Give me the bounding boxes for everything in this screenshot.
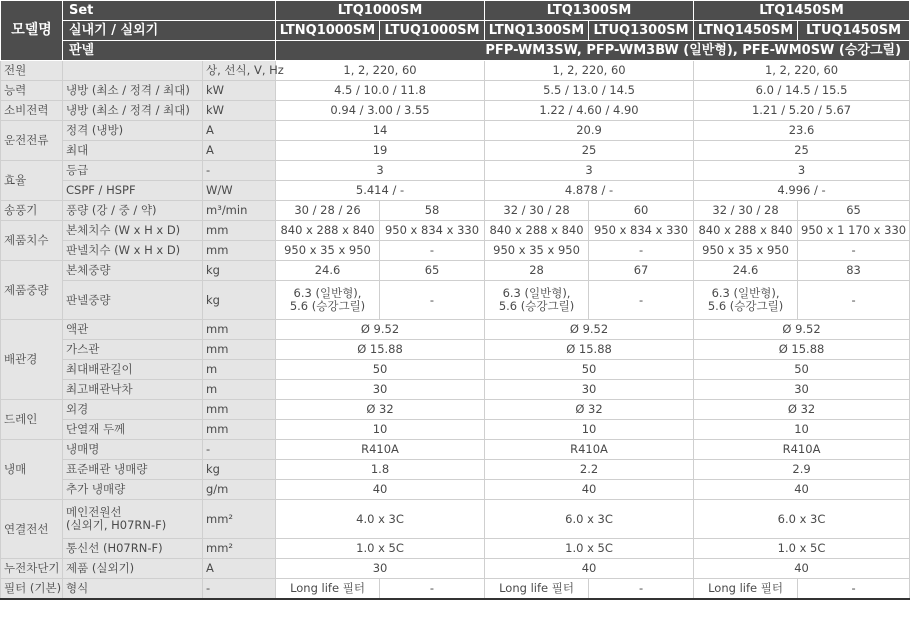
- cell-value: 30: [694, 380, 910, 400]
- row-item: 정격 (냉방): [63, 121, 203, 141]
- row-unit: mm: [203, 320, 276, 340]
- cell-value: 3: [694, 161, 910, 181]
- table-row-piping-maxdrop: [1, 380, 910, 400]
- cell-value: 19: [276, 141, 485, 161]
- cell-value: 32 / 30 / 28: [485, 201, 589, 221]
- table-row-power: [1, 61, 910, 81]
- table-row-dimension-panel: [1, 241, 910, 261]
- cell-value: 950 x 35 x 950: [694, 241, 798, 261]
- row-item: [63, 61, 203, 81]
- table-row-drain-outer: [1, 400, 910, 420]
- row-category: 제품치수: [1, 221, 63, 261]
- row-item: 표준배관 냉매량: [63, 460, 203, 480]
- cell-value: 840 x 288 x 840: [276, 221, 380, 241]
- cell-value: 5.5 / 13.0 / 14.5: [485, 81, 694, 101]
- cell-value: 4.996 / -: [694, 181, 910, 201]
- table-row-piping-maxlen: [1, 360, 910, 380]
- row-unit: kg: [203, 460, 276, 480]
- cell-value: 1.0 x 5C: [694, 539, 910, 559]
- row-category: 제품중량: [1, 261, 63, 320]
- cell-value: 58: [380, 201, 485, 221]
- table-row-weight-body: [1, 261, 910, 281]
- row-unit: mm: [203, 241, 276, 261]
- row-unit: A: [203, 141, 276, 161]
- table-row-airflow: [1, 201, 910, 221]
- table-row-efficiency-cspf: [1, 181, 910, 201]
- row-unit: mm²: [203, 539, 276, 559]
- row-unit: mm: [203, 221, 276, 241]
- cell-value: -: [798, 579, 910, 600]
- cell-value: 65: [798, 201, 910, 221]
- row-item: 외경: [63, 400, 203, 420]
- cell-value: 50: [485, 360, 694, 380]
- table-row-refrigerant-name: [1, 440, 910, 460]
- row-unit: mm: [203, 400, 276, 420]
- cell-value: 30: [276, 559, 485, 579]
- cell-value: -: [589, 281, 694, 320]
- cell-value: 32 / 30 / 28: [694, 201, 798, 221]
- cell-value: 6.3 (일반형), 5.6 (승강그릴): [694, 281, 798, 320]
- cell-value: 950 x 35 x 950: [485, 241, 589, 261]
- cell-value: 25: [485, 141, 694, 161]
- row-item: 추가 냉매량: [63, 480, 203, 500]
- cell-value: 28: [485, 261, 589, 281]
- cell-value: 6.0 x 3C: [694, 500, 910, 539]
- row-unit: kW: [203, 81, 276, 101]
- row-category: 필터 (기본): [1, 579, 63, 600]
- row-item: 통신선 (H07RN-F): [63, 539, 203, 559]
- row-item: 냉방 (최소 / 정격 / 최대): [63, 81, 203, 101]
- set-name-2: LTQ1300SM: [485, 1, 694, 21]
- row-item: 가스관: [63, 340, 203, 360]
- cell-value: 1.21 / 5.20 / 5.67: [694, 101, 910, 121]
- row-item: 판넬치수 (W x H x D): [63, 241, 203, 261]
- cell-value: 1.8: [276, 460, 485, 480]
- cell-value: Ø 32: [694, 400, 910, 420]
- cell-value: 1, 2, 220, 60: [485, 61, 694, 81]
- row-unit: -: [203, 161, 276, 181]
- cell-value: 6.0 x 3C: [485, 500, 694, 539]
- cell-value: 5.414 / -: [276, 181, 485, 201]
- cell-value: Ø 15.88: [276, 340, 485, 360]
- cell-value: 950 x 834 x 330: [380, 221, 485, 241]
- cell-value: 4.0 x 3C: [276, 500, 485, 539]
- table-row-refrigerant-std: [1, 460, 910, 480]
- row-unit: kW: [203, 101, 276, 121]
- cell-value: 4.5 / 10.0 / 11.8: [276, 81, 485, 101]
- panel-models: PFP-WM3SW, PFP-WM3BW (일반형), PFE-WM0SW (승강그릴): [276, 41, 910, 61]
- cell-value: Ø 9.52: [276, 320, 485, 340]
- row-category: 능력: [1, 81, 63, 101]
- row-unit: mm: [203, 420, 276, 440]
- table-row-breaker: [1, 559, 910, 579]
- cell-value: 30 / 28 / 26: [276, 201, 380, 221]
- row-item: 액관: [63, 320, 203, 340]
- row-item: 본체중량: [63, 261, 203, 281]
- row-item: 풍량 (강 / 중 / 약): [63, 201, 203, 221]
- table-row-refrigerant-add: [1, 480, 910, 500]
- table-row-filter: [1, 579, 910, 600]
- cell-value: 24.6: [694, 261, 798, 281]
- cell-value: 840 x 288 x 840: [485, 221, 589, 241]
- cell-value: R410A: [276, 440, 485, 460]
- table-row-capacity: [1, 81, 910, 101]
- row-item: 판넬중량: [63, 281, 203, 320]
- row-unit: -: [203, 579, 276, 600]
- unit-name: LTNQ1000SM: [276, 21, 380, 41]
- cell-value: Ø 9.52: [485, 320, 694, 340]
- cell-value: 10: [485, 420, 694, 440]
- cell-value: 1, 2, 220, 60: [276, 61, 485, 81]
- unit-name: LTNQ1300SM: [485, 21, 589, 41]
- unit-name: LTNQ1450SM: [694, 21, 798, 41]
- cell-value: 40: [485, 480, 694, 500]
- table-row-wiring-comm: [1, 539, 910, 559]
- cell-value: Ø 32: [276, 400, 485, 420]
- row-unit: m: [203, 360, 276, 380]
- table-row-weight-panel: [1, 281, 910, 320]
- row-unit: kg: [203, 261, 276, 281]
- cell-value: -: [798, 241, 910, 261]
- cell-value: 4.878 / -: [485, 181, 694, 201]
- header-row-units: [1, 21, 910, 41]
- cell-value: Ø 9.52: [694, 320, 910, 340]
- cell-value: R410A: [485, 440, 694, 460]
- row-unit: m: [203, 380, 276, 400]
- table-row-piping-gas: [1, 340, 910, 360]
- cell-value: 14: [276, 121, 485, 141]
- row-unit: kg: [203, 281, 276, 320]
- row-category: 운전전류: [1, 121, 63, 161]
- row-category: 냉매: [1, 440, 63, 500]
- table-row-drain-insulation: [1, 420, 910, 440]
- panel-label: 판넬: [63, 41, 276, 61]
- unit-label: 실내기 / 실외기: [63, 21, 276, 41]
- table-row-wiring-main: [1, 500, 910, 539]
- table-row-current-max: [1, 141, 910, 161]
- row-unit: W/W: [203, 181, 276, 201]
- cell-value: 2.9: [694, 460, 910, 480]
- row-category: 효율: [1, 161, 63, 201]
- set-label: Set: [63, 1, 276, 21]
- row-unit: m³/min: [203, 201, 276, 221]
- row-category: 배관경: [1, 320, 63, 400]
- unit-name: LTUQ1000SM: [380, 21, 485, 41]
- row-item: 최고배관낙차: [63, 380, 203, 400]
- set-name-3: LTQ1450SM: [694, 1, 910, 21]
- cell-value: -: [380, 281, 485, 320]
- cell-value: -: [589, 241, 694, 261]
- row-category: 드레인: [1, 400, 63, 440]
- cell-value: 6.0 / 14.5 / 15.5: [694, 81, 910, 101]
- cell-value: 950 x 1 170 x 330: [798, 221, 910, 241]
- cell-value: 30: [485, 380, 694, 400]
- cell-value: 50: [694, 360, 910, 380]
- cell-value: 24.6: [276, 261, 380, 281]
- row-unit: mm²: [203, 500, 276, 539]
- row-unit: mm: [203, 340, 276, 360]
- row-unit: g/m: [203, 480, 276, 500]
- cell-value: 950 x 35 x 950: [276, 241, 380, 261]
- row-item: 냉매명: [63, 440, 203, 460]
- cell-value: 67: [589, 261, 694, 281]
- cell-value: 83: [798, 261, 910, 281]
- cell-value: Long life 필터: [485, 579, 589, 600]
- cell-value: -: [380, 241, 485, 261]
- row-unit: A: [203, 121, 276, 141]
- model-label: 모델명: [1, 1, 63, 61]
- cell-value: Ø 32: [485, 400, 694, 420]
- cell-value: 40: [276, 480, 485, 500]
- cell-value: 0.94 / 3.00 / 3.55: [276, 101, 485, 121]
- cell-value: 3: [485, 161, 694, 181]
- row-category: 전원: [1, 61, 63, 81]
- row-item: 단열재 두께: [63, 420, 203, 440]
- cell-value: Long life 필터: [276, 579, 380, 600]
- table-row-dimension-body: [1, 221, 910, 241]
- cell-value: 20.9: [485, 121, 694, 141]
- unit-name: LTUQ1450SM: [798, 21, 910, 41]
- row-item: CSPF / HSPF: [63, 181, 203, 201]
- cell-value: 1.22 / 4.60 / 4.90: [485, 101, 694, 121]
- cell-value: 10: [694, 420, 910, 440]
- cell-value: 6.3 (일반형), 5.6 (승강그릴): [485, 281, 589, 320]
- row-category: 소비전력: [1, 101, 63, 121]
- cell-value: 6.3 (일반형), 5.6 (승강그릴): [276, 281, 380, 320]
- row-item: 본체치수 (W x H x D): [63, 221, 203, 241]
- row-item: 메인전원선 (실외기, H07RN-F): [63, 500, 203, 539]
- cell-value: 25: [694, 141, 910, 161]
- cell-value: R410A: [694, 440, 910, 460]
- row-unit: 상, 선식, V, Hz: [203, 61, 276, 81]
- row-unit: -: [203, 440, 276, 460]
- cell-value: 30: [276, 380, 485, 400]
- cell-value: -: [798, 281, 910, 320]
- cell-value: 10: [276, 420, 485, 440]
- row-unit: A: [203, 559, 276, 579]
- cell-value: Long life 필터: [694, 579, 798, 600]
- row-item: 등급: [63, 161, 203, 181]
- cell-value: 65: [380, 261, 485, 281]
- cell-value: 40: [694, 480, 910, 500]
- row-item: 최대배관길이: [63, 360, 203, 380]
- header-row-set: [1, 1, 910, 21]
- cell-value: Ø 15.88: [485, 340, 694, 360]
- cell-value: 950 x 834 x 330: [589, 221, 694, 241]
- set-name-1: LTQ1000SM: [276, 1, 485, 21]
- header-row-panel: [1, 41, 910, 61]
- table-row-piping-liquid: [1, 320, 910, 340]
- cell-value: 1.0 x 5C: [485, 539, 694, 559]
- unit-name: LTUQ1300SM: [589, 21, 694, 41]
- cell-value: -: [380, 579, 485, 600]
- row-item: 형식: [63, 579, 203, 600]
- cell-value: 1.0 x 5C: [276, 539, 485, 559]
- cell-value: 40: [485, 559, 694, 579]
- row-item: 냉방 (최소 / 정격 / 최대): [63, 101, 203, 121]
- cell-value: 60: [589, 201, 694, 221]
- row-category: 연결전선: [1, 500, 63, 559]
- cell-value: 3: [276, 161, 485, 181]
- row-category: 누전차단기: [1, 559, 63, 579]
- cell-value: 1, 2, 220, 60: [694, 61, 910, 81]
- cell-value: 40: [694, 559, 910, 579]
- cell-value: 840 x 288 x 840: [694, 221, 798, 241]
- table-row-efficiency-grade: [1, 161, 910, 181]
- cell-value: Ø 15.88: [694, 340, 910, 360]
- row-item: 최대: [63, 141, 203, 161]
- table-row-current-rated: [1, 121, 910, 141]
- cell-value: 2.2: [485, 460, 694, 480]
- row-category: 송풍기: [1, 201, 63, 221]
- table-row-consumption: [1, 101, 910, 121]
- row-item: 제품 (실외기): [63, 559, 203, 579]
- cell-value: 50: [276, 360, 485, 380]
- cell-value: 23.6: [694, 121, 910, 141]
- cell-value: -: [589, 579, 694, 600]
